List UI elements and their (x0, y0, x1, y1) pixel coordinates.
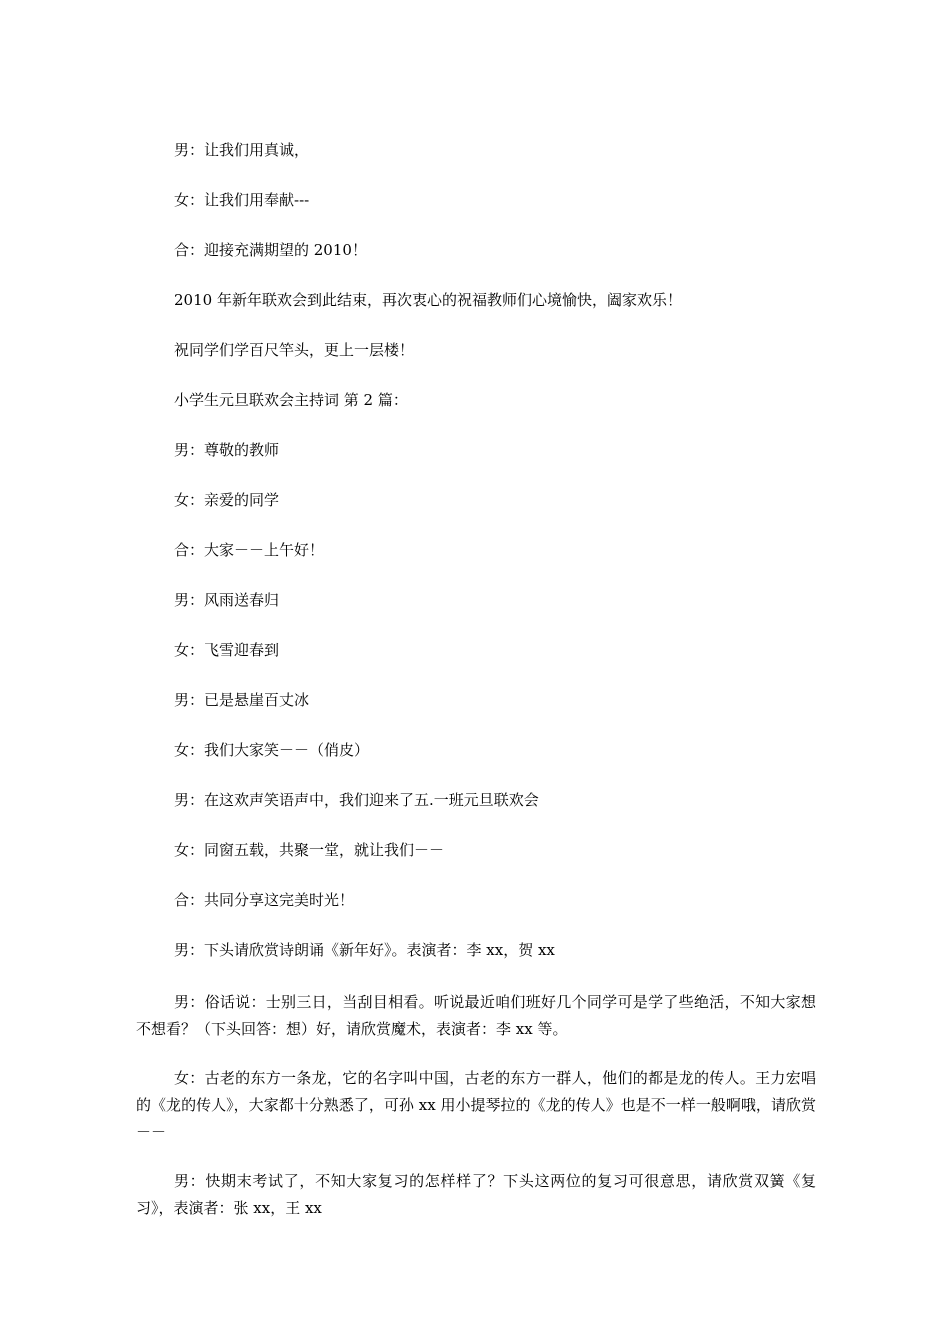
script-line: 合：大家－－上午好！ (174, 541, 325, 559)
script-line: 女：让我们用奉献--- (174, 191, 310, 209)
script-line: 祝同学们学百尺竿头，更上一层楼！ (174, 341, 415, 359)
script-line: 2010 年新年联欢会到此结束，再次衷心的祝福教师们心境愉快，阖家欢乐！ (174, 291, 682, 309)
script-line: 男：风雨送春归 (174, 591, 280, 609)
script-line: 女：同窗五载，共聚一堂，就让我们－－ (174, 841, 445, 859)
document-body (136, 139, 816, 1244)
script-line: 女：飞雪迎春到 (174, 641, 280, 659)
script-line: 男：已是悬崖百丈冰 (174, 691, 310, 709)
script-line: 女：亲爱的同学 (174, 491, 280, 509)
section-heading: 小学生元旦联欢会主持词 第 2 篇： (174, 391, 408, 409)
script-line: 男：让我们用真诚， (174, 141, 310, 159)
script-paragraph: 男：俗话说：士别三日，当刮目相看。听说最近咱们班好几个同学可是学了些绝活，不知大家想不想看？（下头回答：想）好，请欣赏魔术，表演者：李 xx 等。 (136, 993, 816, 1038)
script-paragraph: 男：快期末考试了，不知大家复习的怎样样了？下头这两位的复习可很意思，请欣赏双簧《复习》，表演者：张 xx，王 xx (136, 1172, 816, 1217)
script-line: 女：我们大家笑－－（俏皮） (174, 741, 370, 759)
script-line: 男：尊敬的教师 (174, 441, 280, 459)
script-line: 男：下头请欣赏诗朗诵《新年好》。表演者：李 xx，贺 xx (174, 941, 555, 959)
script-paragraph: 女：古老的东方一条龙，它的名字叫中国，古老的东方一群人，他们的都是龙的传人。王力宏唱的《龙的传人》，大家都十分熟悉了，可孙 xx 用小提琴拉的《龙的传人》也是不一样一般啊哦，请欣赏－－ (136, 1069, 816, 1141)
script-line: 合：共同分享这完美时光！ (174, 891, 355, 909)
script-line: 合：迎接充满期望的 2010！ (174, 241, 367, 259)
script-line: 男：在这欢声笑语声中，我们迎来了五.一班元旦联欢会 (174, 791, 539, 809)
